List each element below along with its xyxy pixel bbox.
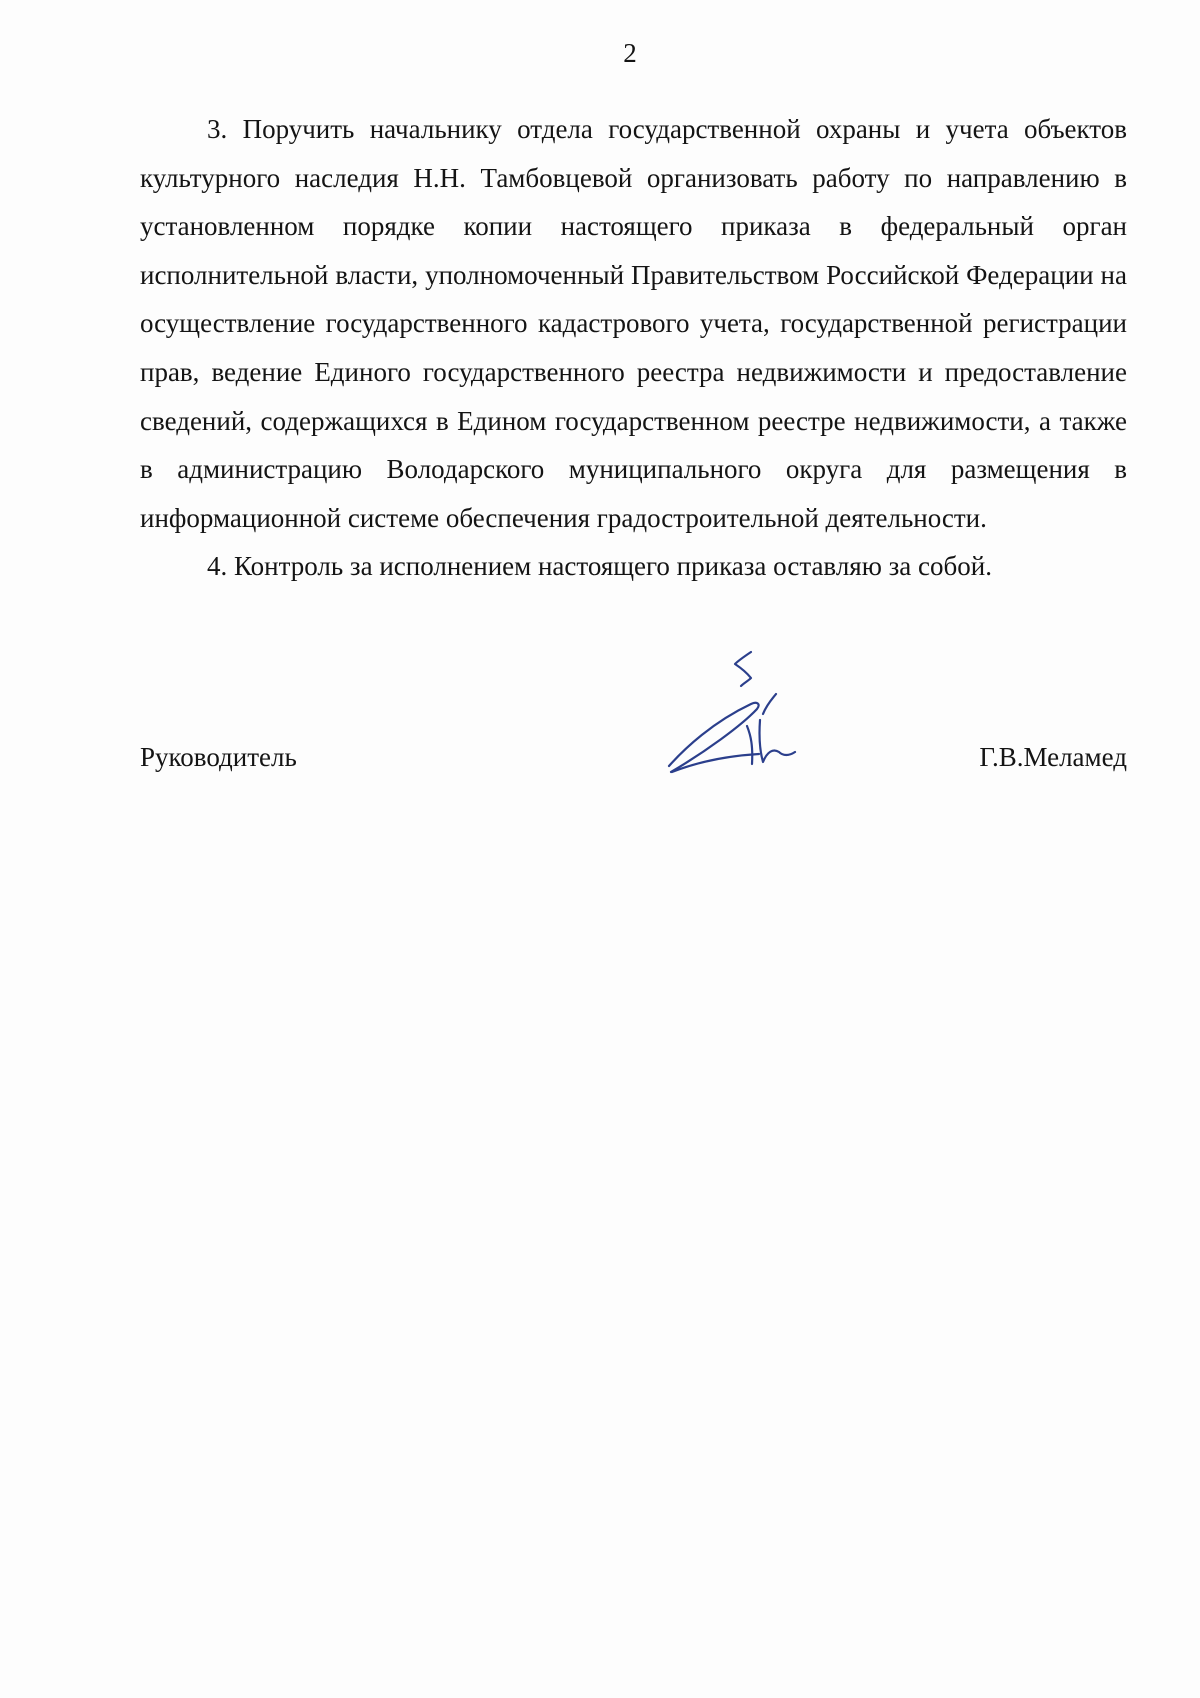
- paragraph-item-4: 4. Контроль за исполнением настоящего приказа оставляю за собой.: [207, 551, 992, 582]
- signature-block: [140, 740, 1127, 780]
- paragraph-item-3: 3. Поручить начальнику отдела государственной охраны и учета объектов культурного наследия Н.Н. Тамбовцевой организовать работу по направлению в установленном порядке копии настоящего приказа в федеральный орган исполнительной власти, уполномоченный Правительством Российской Федерации на осуществление государственного кадастрового учета, государственной регистрации прав, ведение Единого государственного реестра недвижимости и предоставление сведений, содержащихся в Едином государственном реестре недвижимости, а также в администрацию Володарского муниципального округа для размещения в информационной системе обеспечения градостроительной деятельности.: [140, 114, 1127, 533]
- handwritten-signature-icon: [655, 648, 805, 780]
- signer-position: Руководитель: [140, 742, 297, 772]
- page-number: 2: [623, 38, 637, 68]
- signer-name: Г.В.Меламед: [979, 742, 1127, 772]
- document-body: [140, 105, 1127, 591]
